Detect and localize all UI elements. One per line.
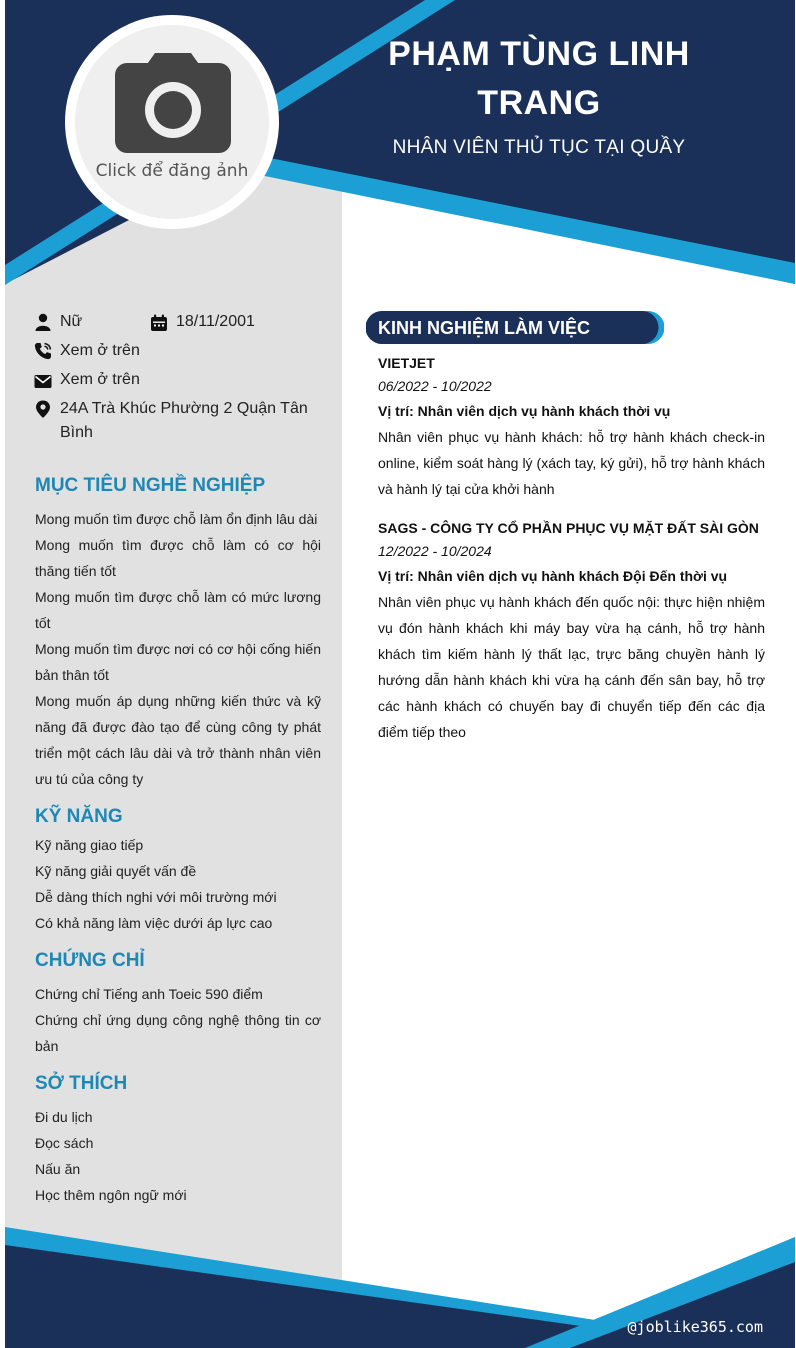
skill-item: Kỹ năng giao tiếp bbox=[35, 837, 144, 853]
hobby-item: Nấu ăn bbox=[35, 1161, 81, 1177]
calendar-icon bbox=[150, 314, 168, 332]
job-company: VIETJET bbox=[378, 355, 435, 371]
gender-value: Nữ bbox=[60, 313, 83, 330]
phone-value: Xem ở trên bbox=[60, 342, 140, 359]
hobby-item: Học thêm ngôn ngữ mới bbox=[35, 1187, 187, 1203]
objective-item: Mong muốn áp dụng những kiến thức và kỹ năng đã được đào tạo để cùng công ty phát triển một cách lâu dài và trở thành nhân viên ưu tú của công ty bbox=[35, 693, 321, 787]
certificate-item: Chứng chỉ ứng dụng công nghệ thông tin cơ bản bbox=[35, 1012, 321, 1054]
job-period: 06/2022 - 10/2022 bbox=[378, 378, 492, 394]
job-description: Nhân viên phục vụ hành khách: hỗ trợ hành khách check-in online, kiểm soát hàng lý (xách tay, ký gửi), hỗ trợ hành khách và hành lý tại cửa khởi hành bbox=[378, 429, 765, 497]
objective-item: Mong muốn tìm được chỗ làm có cơ hội thăng tiến tốt bbox=[35, 537, 321, 579]
candidate-name-line1: PHẠM TÙNG LINH bbox=[388, 35, 690, 73]
map-pin-icon bbox=[34, 400, 52, 418]
user-icon bbox=[34, 313, 52, 331]
job-position: Vị trí: Nhân viên dịch vụ hành khách thời vụ bbox=[378, 403, 671, 419]
candidate-name-line2: TRANG bbox=[477, 84, 601, 122]
skill-item: Có khả năng làm việc dưới áp lực cao bbox=[35, 915, 273, 931]
photo-upload-hint: Click để đăng ảnh bbox=[95, 161, 249, 181]
certificates-title: CHỨNG CHỈ bbox=[35, 950, 145, 971]
job-title: NHÂN VIÊN THỦ TỤC TẠI QUẦY bbox=[392, 137, 686, 158]
skill-item: Dễ dàng thích nghi với môi trường mới bbox=[35, 889, 277, 905]
cv-page bbox=[5, 0, 795, 1348]
job-position: Vị trí: Nhân viên dịch vụ hành khách Đội Đến thời vụ bbox=[378, 568, 728, 584]
birthday-value: 18/11/2001 bbox=[176, 313, 255, 330]
email-value: Xem ở trên bbox=[60, 371, 140, 388]
job-company: SAGS - CÔNG TY CỔ PHẦN PHỤC VỤ MẶT ĐẤT SÀI GÒN bbox=[378, 520, 759, 536]
objective-item: Mong muốn tìm được nơi có cơ hội cống hiến bản thân tốt bbox=[35, 641, 321, 683]
hobby-item: Đọc sách bbox=[35, 1135, 94, 1151]
certificate-item: Chứng chỉ Tiếng anh Toeic 590 điểm bbox=[35, 986, 263, 1002]
job-description: Nhân viên phục vụ hành khách đến quốc nội: thực hiện nhiệm vụ đón hành khách khi máy bay vừa hạ cánh, hỗ trợ hành khách tìm kiếm hành lý thất lạc, trực băng chuyền hành lý hướng dẫn hành khách khi vừa hạ cánh đến sân bay, hỗ trợ các hành khách có chuyến bay đi chuyển tiếp đến các địa điểm tiếp theo bbox=[378, 594, 765, 740]
objective-item: Mong muốn tìm được chỗ làm ổn định lâu dài bbox=[35, 511, 318, 527]
camera-icon bbox=[115, 53, 231, 153]
experience-title: KINH NGHIỆM LÀM VIỆC bbox=[378, 318, 591, 338]
skill-item: Kỹ năng giải quyết vấn đề bbox=[35, 863, 197, 879]
address-value: 24A Trà Khúc Phường 2 Quận Tân Bình bbox=[60, 400, 308, 441]
footer-website-link[interactable]: @joblike365.com bbox=[627, 1318, 763, 1336]
objective-item: Mong muốn tìm được chỗ làm có mức lương tốt bbox=[35, 589, 321, 631]
hobbies-title: SỞ THÍCH bbox=[35, 1073, 128, 1094]
skills-title: KỸ NĂNG bbox=[35, 806, 123, 827]
job-period: 12/2022 - 10/2024 bbox=[378, 543, 492, 559]
hobby-item: Đi du lịch bbox=[35, 1109, 93, 1125]
envelope-icon bbox=[34, 372, 52, 390]
phone-icon bbox=[34, 342, 52, 360]
photo-upload[interactable] bbox=[75, 25, 269, 219]
candidate-name bbox=[370, 30, 708, 128]
objective-title: MỤC TIÊU NGHỀ NGHIỆP bbox=[35, 475, 266, 496]
experience-title-banner bbox=[366, 311, 664, 344]
